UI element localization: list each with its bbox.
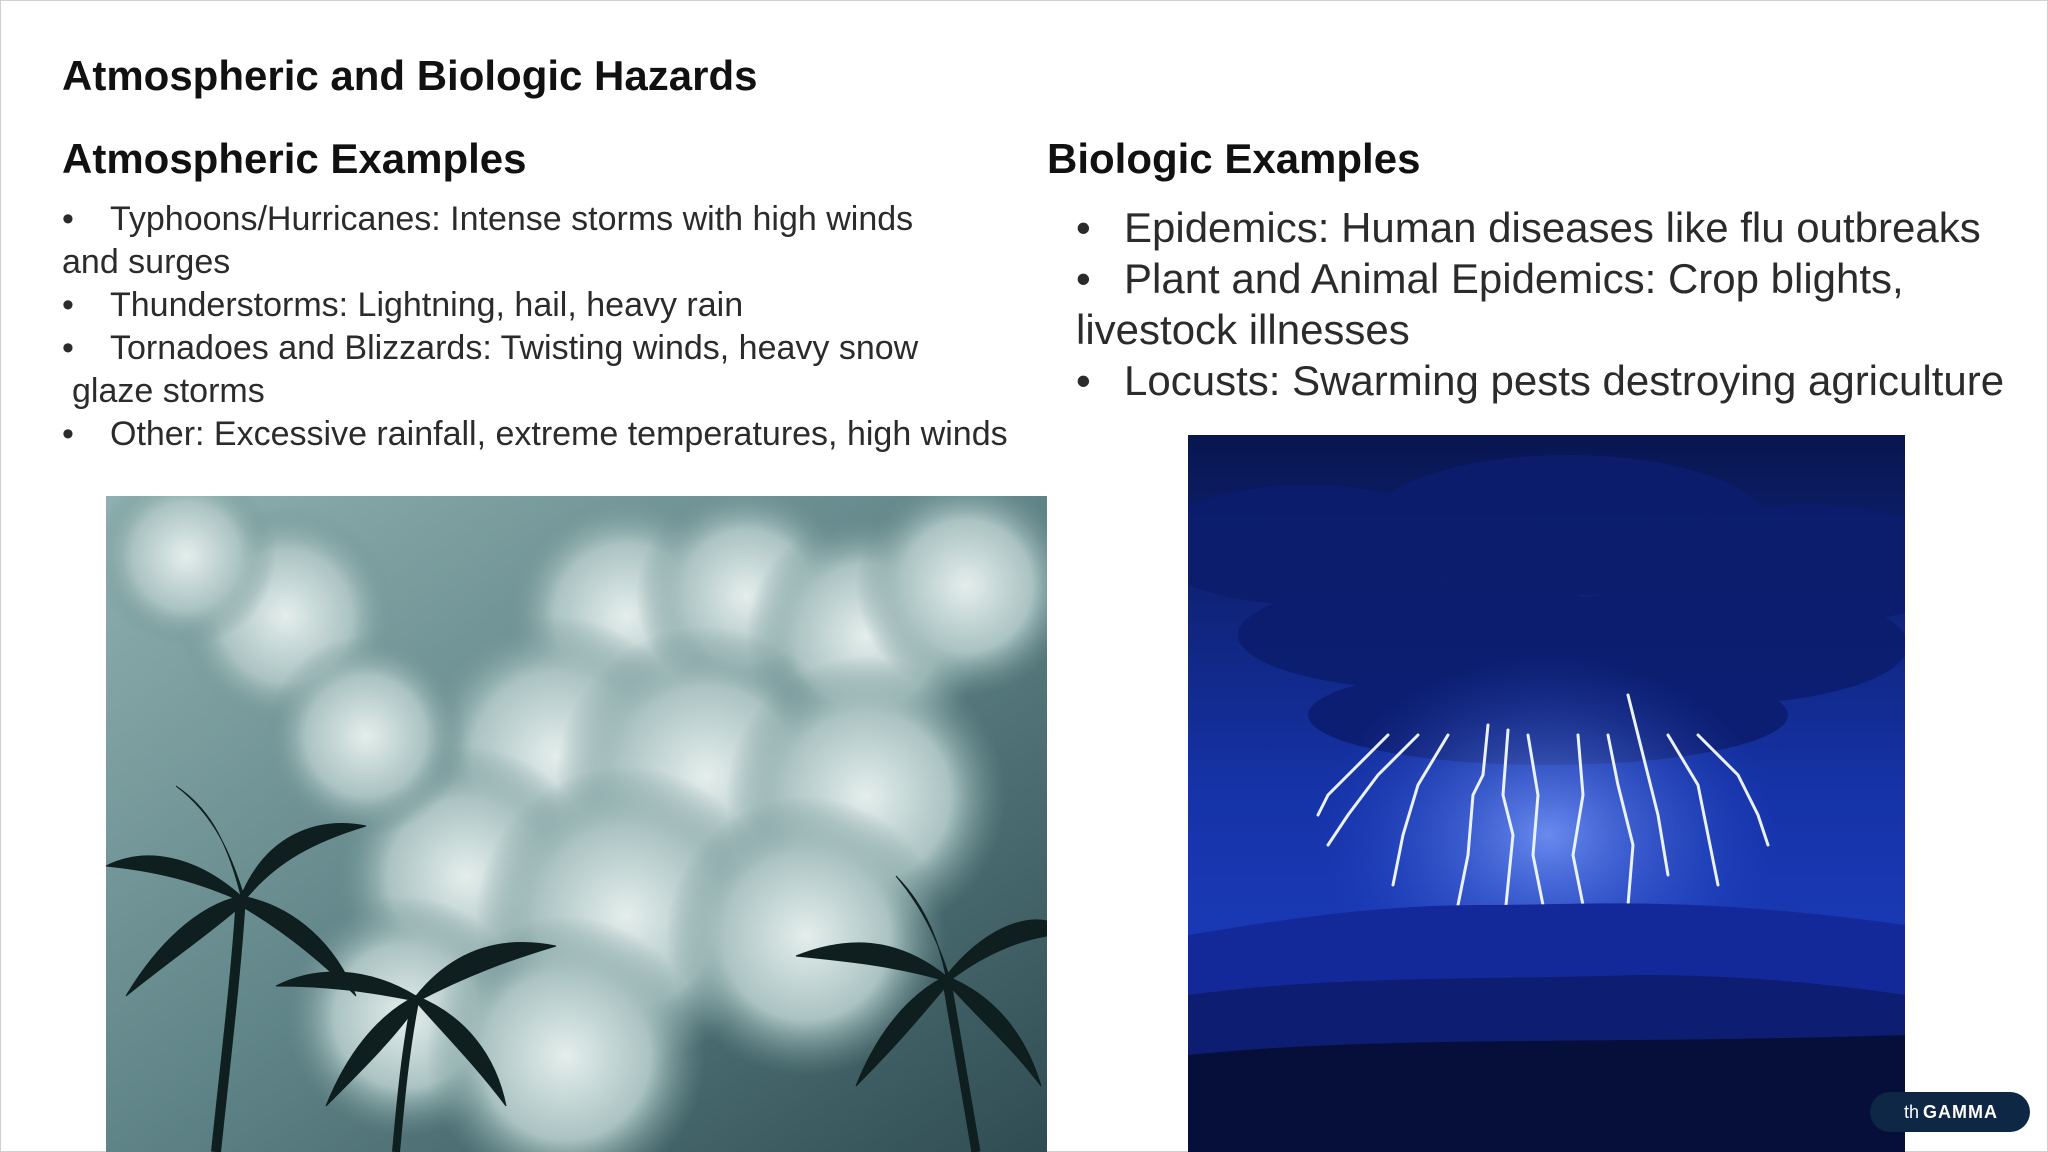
lightning-illustration xyxy=(1188,435,1905,1152)
biologic-list xyxy=(1076,202,2036,406)
bullet: • xyxy=(1076,357,1091,404)
bullet: • xyxy=(62,200,74,238)
bullet: • xyxy=(1076,204,1091,251)
atmospheric-list xyxy=(62,198,1072,456)
biologic-heading: Biologic Examples xyxy=(1047,135,1421,182)
list-item xyxy=(62,413,1072,456)
list-item xyxy=(1076,253,2036,304)
storm-clouds-image xyxy=(106,496,1047,1152)
list-item xyxy=(62,284,1072,327)
lightning-storm-image xyxy=(1188,435,1905,1152)
made-with-gamma-badge[interactable] xyxy=(1870,1092,2030,1132)
slide-title: Atmospheric and Biologic Hazards xyxy=(62,52,758,99)
badge-prefix: th xyxy=(1904,1101,1920,1122)
storm-clouds-illustration xyxy=(106,496,1047,1152)
list-item-text: Thunderstorms: Lightning, hail, heavy rain xyxy=(110,286,744,324)
list-item-text: Epidemics: Human diseases like flu outbreaks xyxy=(1124,204,1981,251)
list-item-continuation: livestock illnesses xyxy=(1076,306,1410,353)
bullet: • xyxy=(62,415,74,453)
list-item-text: Locusts: Swarming pests destroying agriculture xyxy=(1124,357,2005,404)
list-item-text: Other: Excessive rainfall, extreme temperatures, high winds xyxy=(110,415,1008,453)
gamma-logo-text: GAMMA xyxy=(1923,1101,1999,1122)
list-item-text: Tornadoes and Blizzards: Twisting winds, heavy snow xyxy=(110,329,919,367)
list-item-text: Plant and Animal Epidemics: Crop blights, xyxy=(1124,255,1904,302)
list-item xyxy=(1076,355,2036,406)
list-item xyxy=(62,198,1072,241)
list-item-continuation: glaze storms xyxy=(72,372,265,410)
list-item xyxy=(62,327,1072,370)
list-item xyxy=(1076,202,2036,253)
list-item-continuation: and surges xyxy=(62,243,231,281)
atmospheric-heading: Atmospheric Examples xyxy=(62,135,527,182)
list-item-text: Typhoons/Hurricanes: Intense storms with high winds xyxy=(110,200,914,238)
bullet: • xyxy=(1076,255,1091,302)
bullet: • xyxy=(62,329,74,367)
bullet: • xyxy=(62,286,74,324)
